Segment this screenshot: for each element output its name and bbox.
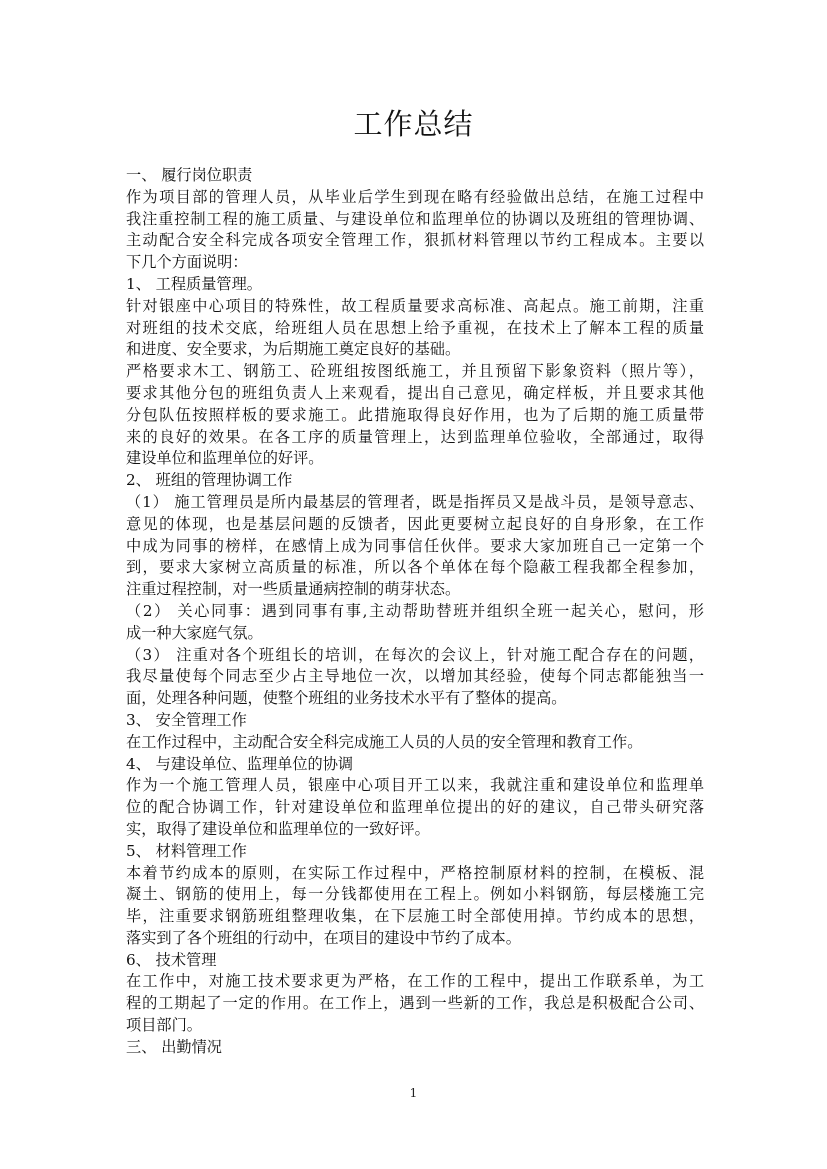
- text-line: 我注重控制工程的施工质量、与建设单位和监理单位的协调以及班组的管理协调、: [126, 209, 704, 228]
- text-line: 位的配合协调工作，针对建设单位和监理单位提出的好的建议，自己带头研究落: [126, 798, 704, 817]
- text-line: 中成为同事的榜样，在感情上成为同事信任伙伴。要求大家加班自己一定第一个: [126, 536, 704, 555]
- text-line: 来的良好的效果。在各工序的质量管理上，达到监理单位验收，全部通过，取得: [126, 427, 704, 446]
- text-line: 意见的体现，也是基层问题的反馈者，因此更要树立起良好的自身形象，在工作: [126, 514, 704, 533]
- text-line: 注重过程控制，对一些质量通病控制的萌芽状态。: [126, 580, 461, 599]
- text-line: 针对银座中心项目的特殊性，故工程质量要求高标准、高起点。施工前期，注重: [126, 296, 704, 315]
- text-line: 严格要求木工、钢筋工、砼班组按图纸施工，并且预留下影象资料（照片等），: [126, 362, 704, 381]
- text-line: 和进度、安全要求，为后期施工奠定良好的基础。: [126, 340, 461, 359]
- text-line: （1） 施工管理员是所内最基层的管理者，既是指挥员又是战斗员，是领导意志、: [126, 492, 704, 511]
- text-line: 作为一个施工管理人员，银座中心项目开工以来，我就注重和建设单位和监理单: [126, 776, 704, 795]
- text-line: （3） 注重对各个班组长的培训，在每次的会议上，针对施工配合存在的问题，: [126, 645, 704, 664]
- text-line: 三、 出勤情况: [126, 1037, 222, 1056]
- text-line: 1、 工程质量管理。: [126, 274, 262, 293]
- text-line: 在工作中，对施工技术要求更为严格，在工作的工程中，提出工作联系单，为工: [126, 972, 704, 991]
- text-line: 程的工期起了一定的作用。在工作上，遇到一些新的工作，我总是积极配合公司、: [126, 994, 704, 1013]
- text-line: 对班组的技术交底，给班组人员在思想上给予重视，在技术上了解本工程的质量: [126, 318, 704, 337]
- text-line: 4、 与建设单位、监理单位的协调: [126, 754, 354, 773]
- text-line: 下几个方面说明：: [126, 253, 248, 272]
- text-line: 我尽量使每个同志至少占主导地位一次，以增加其经验，使每个同志都能独当一: [126, 667, 704, 686]
- text-line: 分包队伍按照样板的要求施工。此措施取得良好作用，也为了后期的施工质量带: [126, 405, 704, 424]
- text-line: 一、 履行岗位职责: [126, 166, 253, 184]
- page-number: 1: [409, 1086, 418, 1100]
- text-line: 项目部门。: [126, 1016, 202, 1035]
- document-body: [126, 165, 704, 1059]
- text-line: 毕，注重要求钢筋班组整理收集，在下层施工时全部使用掉。节约成本的思想，: [126, 907, 704, 926]
- text-line: 实，取得了建设单位和监理单位的一致好评。: [126, 819, 430, 838]
- text-line: 面，处理各种问题，使整个班组的业务技术水平有了整体的提高。: [126, 689, 567, 708]
- text-line: 6、 技术管理: [126, 950, 217, 969]
- text-line: 凝土、钢筋的使用上，每一分钱都使用在工程上。例如小料钢筋，每层楼施工完: [126, 885, 704, 904]
- text-line: 3、 安全管理工作: [126, 710, 247, 729]
- text-line: 2、 班组的管理协调工作: [126, 471, 293, 490]
- text-line: 落实到了各个班组的行动中，在项目的建设中节约了成本。: [126, 928, 521, 947]
- text-line: 本着节约成本的原则，在实际工作过程中，严格控制原材料的控制，在模板、混: [126, 863, 704, 882]
- document-title: 工作总结: [353, 107, 474, 141]
- text-line: 作为项目部的管理人员，从毕业后学生到现在略有经验做出总结，在施工过程中: [126, 187, 704, 206]
- text-line: 在工作过程中，主动配合安全科完成施工人员的人员的安全管理和教育工作。: [126, 732, 643, 751]
- text-line: 主动配合安全科完成各项安全管理工作，狠抓材料管理以节约工程成本。主要以: [126, 231, 704, 250]
- text-line: 到，要求大家树立高质量的标准，所以各个单体在每个隐蔽工程我都全程参加，: [126, 558, 704, 577]
- text-line: （2） 关心同事：遇到同事有事,主动帮助替班并组织全班一起关心，慰问，形: [126, 601, 704, 620]
- text-line: 建设单位和监理单位的好评。: [126, 449, 324, 468]
- text-line: 5、 材料管理工作: [126, 841, 247, 860]
- text-line: 成一种大家庭气氛。: [126, 623, 263, 642]
- text-line: 要求其他分包的班组负责人上来观看，提出自己意见，确定样板，并且要求其他: [126, 383, 704, 402]
